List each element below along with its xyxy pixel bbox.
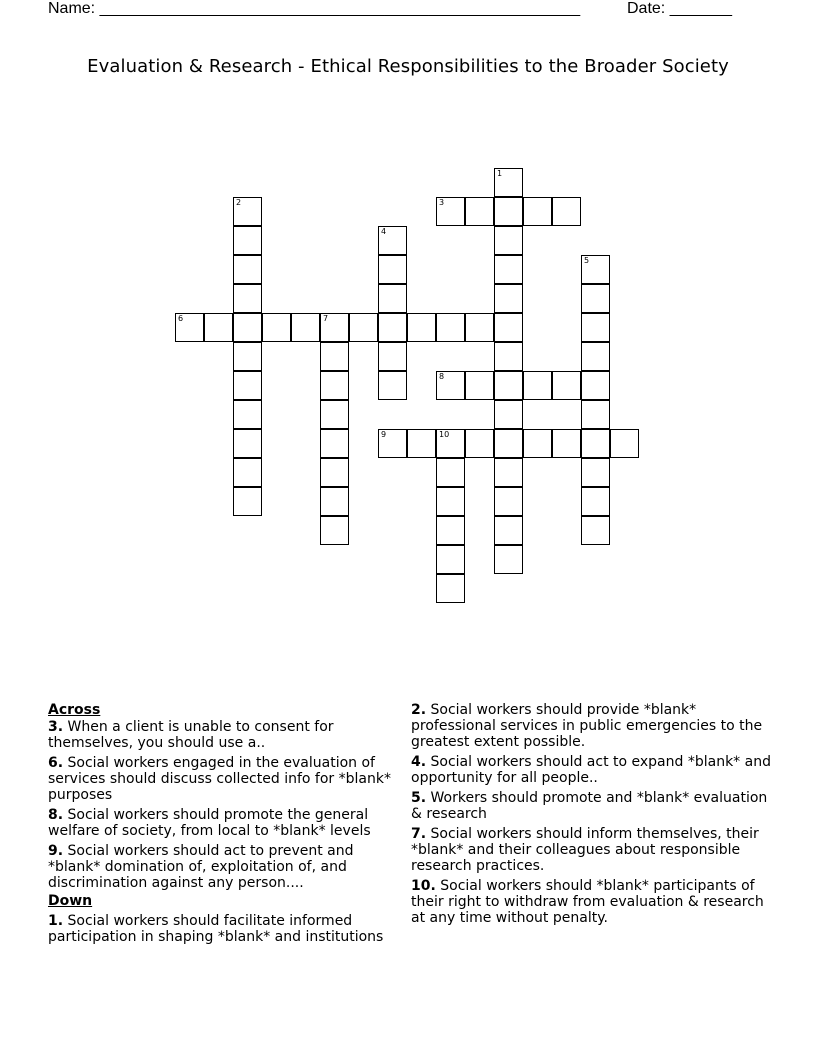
clue-down-2 [411,702,771,750]
crossword-cell[interactable] [436,487,465,516]
clue-down-10 [411,878,771,926]
crossword-cell[interactable] [494,429,523,458]
crossword-cell[interactable] [233,342,262,371]
crossword-cell[interactable] [407,429,436,458]
crossword-cell[interactable] [581,255,610,284]
clue-text: Social workers should inform themselves, their *blank* and their colleagues about responsible research practices. [411,826,759,874]
clue-number: 2. [411,702,427,718]
cell-number: 8 [439,372,445,381]
crossword-cell[interactable] [320,313,349,342]
clue-number: 7. [411,826,427,842]
crossword-cell[interactable] [494,400,523,429]
crossword-cell[interactable] [262,313,291,342]
crossword-cell[interactable] [610,429,639,458]
crossword-cell[interactable] [349,313,378,342]
crossword-cell[interactable] [204,313,233,342]
clue-across-8 [48,807,408,839]
crossword-cell[interactable] [552,371,581,400]
crossword-cell[interactable] [320,516,349,545]
crossword-cell[interactable] [233,458,262,487]
crossword-cell[interactable] [378,313,407,342]
crossword-cell[interactable] [378,255,407,284]
clue-text: Social workers should act to prevent and *blank* domination of, exploitation of, and discrimination against any person.... [48,843,354,891]
crossword-cell[interactable] [552,197,581,226]
crossword-cell[interactable] [523,197,552,226]
date-field-label: Date: _______ [627,0,732,17]
clue-number: 10. [411,878,436,894]
crossword-cell[interactable] [494,371,523,400]
cell-number: 7 [323,314,329,323]
cell-number: 1 [497,169,503,178]
crossword-cell[interactable] [494,197,523,226]
crossword-cell[interactable] [320,429,349,458]
crossword-cell[interactable] [233,313,262,342]
cell-number: 6 [178,314,184,323]
crossword-cell[interactable] [581,429,610,458]
clue-text: Workers should promote and *blank* evaluation & research [411,790,768,822]
crossword-cell[interactable] [436,516,465,545]
crossword-cell[interactable] [233,255,262,284]
clue-number: 8. [48,807,64,823]
crossword-cell[interactable] [378,226,407,255]
crossword-cell[interactable] [581,458,610,487]
clue-down-1 [48,913,408,945]
cell-number: 4 [381,227,387,236]
clue-text: Social workers engaged in the evaluation of services should discuss collected info for *blank* purposes [48,755,391,803]
clue-across-6 [48,755,408,803]
cell-number: 2 [236,198,242,207]
across-heading: Across [48,702,101,718]
crossword-cell[interactable] [436,313,465,342]
crossword-cell[interactable] [233,429,262,458]
crossword-cell[interactable] [436,197,465,226]
crossword-cell[interactable] [291,313,320,342]
clue-down-7 [411,826,771,874]
clue-number: 9. [48,843,64,859]
crossword-cell[interactable] [233,400,262,429]
crossword-cell[interactable] [494,168,523,197]
cell-number: 10 [439,430,450,439]
crossword-cell[interactable] [494,255,523,284]
clue-number: 5. [411,790,427,806]
name-field-label: Name: ______________________________________________________ [48,0,581,17]
crossword-cell[interactable] [494,458,523,487]
crossword-cell[interactable] [494,313,523,342]
clue-text: When a client is unable to consent for themselves, you should use a.. [48,719,334,751]
clue-number: 4. [411,754,427,770]
clue-number: 6. [48,755,64,771]
crossword-cell[interactable] [320,458,349,487]
crossword-cell[interactable] [465,371,494,400]
crossword-cell[interactable] [436,429,465,458]
crossword-cell[interactable] [320,371,349,400]
cell-number: 5 [584,256,590,265]
crossword-cell[interactable] [378,342,407,371]
crossword-cell[interactable] [581,342,610,371]
crossword-cell[interactable] [233,284,262,313]
down-heading: Down [48,893,93,909]
page-title: Evaluation & Research - Ethical Responsibilities to the Broader Society [87,56,729,77]
crossword-cell[interactable] [175,313,204,342]
crossword-cell[interactable] [494,545,523,574]
clue-down-5 [411,790,771,822]
clue-number: 3. [48,719,64,735]
clues-column-left [48,702,408,949]
crossword-cell[interactable] [378,284,407,313]
crossword-cell[interactable] [494,516,523,545]
crossword-cell[interactable] [465,429,494,458]
clue-down-4 [411,754,771,786]
crossword-cell[interactable] [581,313,610,342]
crossword-cell[interactable] [233,226,262,255]
clue-across-3 [48,719,408,751]
crossword-cell[interactable] [552,429,581,458]
crossword-cell[interactable] [465,197,494,226]
crossword-cell[interactable] [233,371,262,400]
crossword-cell[interactable] [436,458,465,487]
clue-text: Social workers should promote the general welfare of society, from local to *blank* levels [48,807,371,839]
crossword-cell[interactable] [233,197,262,226]
crossword-cell[interactable] [581,371,610,400]
crossword-cell[interactable] [581,400,610,429]
crossword-cell[interactable] [378,371,407,400]
crossword-cell[interactable] [494,342,523,371]
crossword-cell[interactable] [320,487,349,516]
cell-number: 3 [439,198,445,207]
crossword-cell[interactable] [436,371,465,400]
clue-number: 1. [48,913,64,929]
clues-column-right [411,702,771,930]
clue-text: Social workers should provide *blank* professional services in public emergencies to the greatest extent possible. [411,702,763,750]
crossword-cell[interactable] [581,516,610,545]
crossword-cell[interactable] [233,487,262,516]
crossword-cell[interactable] [407,313,436,342]
crossword-cell[interactable] [320,400,349,429]
crossword-cell[interactable] [436,545,465,574]
clue-text: Social workers should act to expand *blank* and opportunity for all people.. [411,754,771,786]
clue-text: Social workers should *blank* participants of their right to withdraw from evaluation & research at any time without penalty. [411,878,764,926]
crossword-cell[interactable] [581,487,610,516]
cell-number: 9 [381,430,387,439]
clue-across-9 [48,843,408,891]
crossword-cell[interactable] [465,313,494,342]
crossword-cell[interactable] [494,284,523,313]
crossword-cell[interactable] [494,487,523,516]
crossword-cell[interactable] [320,342,349,371]
crossword-cell[interactable] [523,371,552,400]
clue-text: Social workers should facilitate informed participation in shaping *blank* and institutions [48,913,384,945]
crossword-cell[interactable] [436,574,465,603]
crossword-cell[interactable] [581,284,610,313]
crossword-cell[interactable] [523,429,552,458]
crossword-cell[interactable] [378,429,407,458]
crossword-cell[interactable] [494,226,523,255]
